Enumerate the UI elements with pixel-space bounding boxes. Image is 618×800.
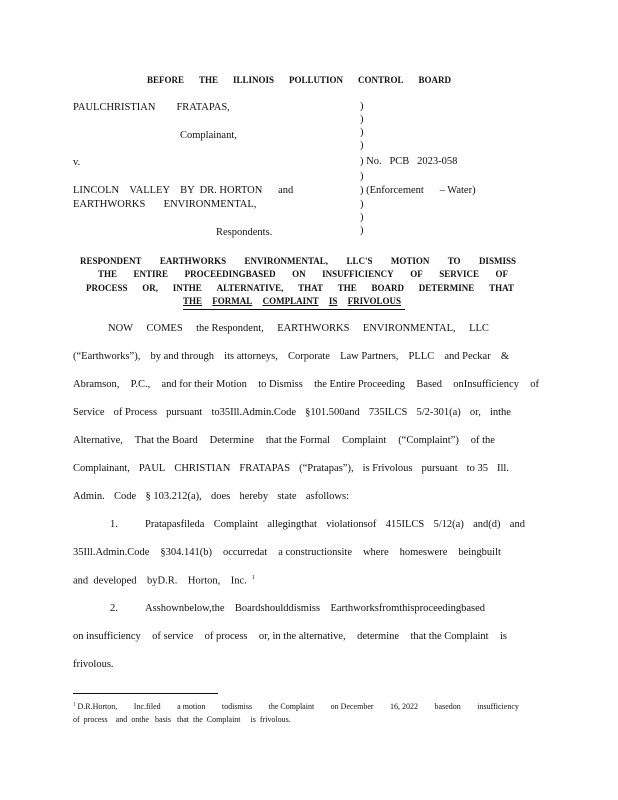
text-run: of Process	[113, 407, 158, 418]
text-run: and(d)	[473, 519, 501, 530]
text-run: inthe	[489, 407, 511, 418]
text-run: the Complaint	[268, 702, 315, 711]
motion-title-line-2	[98, 269, 508, 279]
caption-paren: )	[360, 140, 364, 151]
text-run: Pratapasfileda	[145, 519, 205, 530]
para2-line-1	[145, 603, 485, 614]
text-run: insufficiency	[477, 702, 519, 711]
motion-title-line-3	[86, 283, 514, 293]
text-run: PLLC	[408, 351, 435, 362]
footnote-line-2: of process and onthe basis that the Complaint is frivolous.	[73, 715, 291, 724]
respondent-line-1: LINCOLN VALLEY BY DR. HORTON and	[73, 185, 294, 196]
footnote-line-1	[73, 702, 519, 711]
text-run: Complaint	[213, 519, 259, 530]
text-run: EARTHWORKS	[277, 323, 350, 334]
title-word: THE	[98, 269, 118, 279]
text-run: Code	[114, 491, 137, 502]
caption-paren: )	[360, 127, 364, 138]
respondent-role: Respondents.	[216, 227, 273, 238]
title-word: PROCEEDINGBASED	[184, 269, 276, 279]
title-word: MOTION	[390, 256, 430, 266]
text-run: 415ILCS	[385, 519, 425, 530]
title-word: ALTERNATIVE,	[216, 283, 284, 293]
caption-paren: )	[360, 225, 364, 236]
title-word: THE	[337, 283, 357, 293]
text-run: pursuant	[421, 463, 458, 474]
case-number: ) No. PCB 2023-058	[360, 156, 458, 167]
text-run: a motion	[177, 702, 206, 711]
text-run: to 35	[466, 463, 488, 474]
text-run: determine	[357, 631, 400, 642]
title-word: ON	[292, 269, 306, 279]
text-run: 16, 2022	[390, 702, 419, 711]
text-run: basedon	[434, 702, 461, 711]
motion-title-line-1	[80, 256, 516, 266]
title-word: THAT	[298, 283, 323, 293]
para1-line-3	[73, 575, 255, 587]
text-run: §101.500and	[305, 407, 360, 418]
text-run: Ill.	[496, 463, 509, 474]
title-word: IS	[328, 296, 338, 306]
text-run: allegingthat	[267, 519, 317, 530]
text-run: and Peckar	[444, 351, 491, 362]
text-run: (“Earthworks”),	[73, 351, 141, 362]
text-run: that the Complaint	[410, 631, 489, 642]
text-run: that the Formal	[265, 435, 331, 446]
text-run: (“Complaint”)	[398, 435, 459, 446]
title-word: LLC'S	[346, 256, 373, 266]
text-run: LLC	[469, 323, 489, 334]
text-run: of	[530, 379, 539, 390]
versus: v.	[73, 157, 81, 168]
title-word: PROCESS	[86, 283, 128, 293]
text-run: state	[277, 491, 297, 502]
text-run: asfollows:	[305, 491, 349, 502]
text-run: Alternative,	[73, 435, 123, 446]
case-type: ) (Enforcement – Water)	[360, 185, 476, 196]
footnote-marker: 1	[73, 702, 76, 708]
text-run: occurredat	[222, 547, 268, 558]
text-run: Admin.	[73, 491, 105, 502]
text-run: 5/12(a)	[433, 519, 464, 530]
text-run: ENVIRONMENTAL,	[362, 323, 456, 334]
heading-word: BOARD	[418, 75, 451, 85]
text-run: hereby	[239, 491, 269, 502]
text-run: NOW	[108, 323, 134, 334]
complainant-role: Complainant,	[180, 130, 237, 141]
motion-title-line-4	[183, 296, 401, 306]
title-word: OR,	[142, 283, 159, 293]
heading-word: CONTROL	[357, 75, 404, 85]
para1-line-2	[73, 547, 501, 558]
text-run: of service	[152, 631, 194, 642]
title-word: ENTIRE	[133, 269, 169, 279]
text-run: Service	[73, 407, 105, 418]
text-run: P.C.,	[130, 379, 151, 390]
text-run: and developed byD.R. Horton, Inc.	[73, 575, 247, 587]
title-word: TO	[447, 256, 461, 266]
text-run: Determine	[209, 435, 254, 446]
title-word: INTHE	[172, 283, 202, 293]
text-run: todismiss	[221, 702, 253, 711]
text-run: Earthworksfromthisproceedingbased	[330, 603, 485, 614]
text-run: 735ILCS	[368, 407, 408, 418]
text-run: and for their Motion	[161, 379, 247, 390]
text-run: on insufficiency	[73, 631, 141, 642]
caption-paren: )	[360, 171, 364, 182]
text-run: PAUL	[138, 463, 166, 474]
paragraph-number: 1.	[110, 519, 118, 530]
title-word: SERVICE	[439, 269, 479, 279]
text-run: CHRISTIAN	[174, 463, 231, 474]
text-run: Abramson,	[73, 379, 120, 390]
court-heading	[147, 75, 451, 85]
text-run: 5/2-301(a)	[416, 407, 461, 418]
text-run: Based	[416, 379, 442, 390]
title-word: RESPONDENT	[80, 256, 142, 266]
paragraph-number: 2.	[110, 603, 118, 614]
caption-paren: )	[360, 199, 364, 210]
complainant-name: PAULCHRISTIAN FRATAPAS,	[73, 102, 230, 113]
intro-line-6	[73, 463, 509, 474]
text-run: D.R.Horton,	[77, 702, 118, 711]
caption-paren: )	[360, 212, 364, 223]
text-run: homeswere	[399, 547, 448, 558]
text-run: is	[499, 631, 507, 642]
text-run: That the Board	[134, 435, 198, 446]
title-underline	[183, 309, 405, 310]
text-run: the Respondent,	[196, 323, 264, 334]
text-run: 35Ill.Admin.Code	[73, 547, 150, 558]
text-run: its attorneys,	[224, 351, 278, 362]
para2-line-3: frivolous.	[73, 659, 114, 670]
heading-word: ILLINOIS	[232, 75, 274, 85]
title-word: OF	[410, 269, 423, 279]
title-word: DISMISS	[478, 256, 516, 266]
heading-word: BEFORE	[147, 75, 185, 85]
text-run: to35Ill.Admin.Code	[211, 407, 297, 418]
text-run: Complainant,	[73, 463, 130, 474]
intro-line-1	[108, 323, 489, 334]
intro-line-2	[73, 351, 509, 362]
intro-line-3	[73, 379, 539, 390]
text-run: to Dismiss	[258, 379, 303, 390]
title-word: DETERMINE	[418, 283, 475, 293]
text-run: (“Pratapas”),	[299, 463, 354, 474]
text-run: § 103.212(a),	[145, 491, 202, 502]
title-word: ENVIRONMENTAL,	[244, 256, 329, 266]
text-run: §304.141(b)	[160, 547, 212, 558]
text-run: does	[211, 491, 231, 502]
text-run: Corporate	[287, 351, 330, 362]
title-word: FORMAL	[212, 296, 253, 306]
text-run: is Frivolous	[362, 463, 413, 474]
title-word: OF	[495, 269, 508, 279]
text-run: Asshownbelow,the	[145, 603, 225, 614]
text-run: or, in the alternative,	[258, 631, 346, 642]
para1-line-1	[145, 519, 525, 530]
text-run: Law Partners,	[340, 351, 399, 362]
text-run: onInsufficiency	[453, 379, 519, 390]
text-run: where	[362, 547, 389, 558]
title-word: THAT	[489, 283, 514, 293]
text-run: and	[509, 519, 525, 530]
text-run	[73, 702, 117, 711]
text-run: Complaint	[341, 435, 387, 446]
text-run: of the	[470, 435, 495, 446]
caption-paren: )	[360, 114, 364, 125]
heading-word: POLLUTION	[288, 75, 343, 85]
title-word: THE	[183, 296, 203, 306]
text-run: COMES	[146, 323, 183, 334]
text-run: beingbuilt	[458, 547, 501, 558]
text-run: &	[500, 351, 509, 362]
text-run: pursuant	[166, 407, 203, 418]
footnote-separator	[73, 693, 218, 694]
heading-word: THE	[198, 75, 218, 85]
intro-line-7	[73, 491, 349, 502]
intro-line-5	[73, 435, 495, 446]
title-word: BOARD	[371, 283, 405, 293]
title-word: COMPLAINT	[262, 296, 319, 306]
text-run: Boardshoulddismiss	[234, 603, 321, 614]
text-run: a constructionsite	[278, 547, 352, 558]
intro-line-4	[73, 407, 511, 418]
title-word: INSUFFICIENCY	[322, 269, 394, 279]
text-run: the Entire Proceeding	[314, 379, 406, 390]
para2-line-2	[73, 631, 507, 642]
footnote-reference[interactable]: 1	[251, 575, 255, 581]
text-run: on December	[330, 702, 374, 711]
title-word: EARTHWORKS	[159, 256, 227, 266]
text-run: by and through	[150, 351, 215, 362]
caption-paren: )	[360, 101, 364, 112]
text-run: or,	[469, 407, 481, 418]
text-run: violationsof	[326, 519, 377, 530]
text-run: FRATAPAS	[239, 463, 291, 474]
respondent-line-2: EARTHWORKS ENVIRONMENTAL,	[73, 199, 257, 210]
title-word: FRIVOLOUS	[347, 296, 401, 306]
text-run: Inc.filed	[133, 702, 161, 711]
text-run: of process	[204, 631, 248, 642]
